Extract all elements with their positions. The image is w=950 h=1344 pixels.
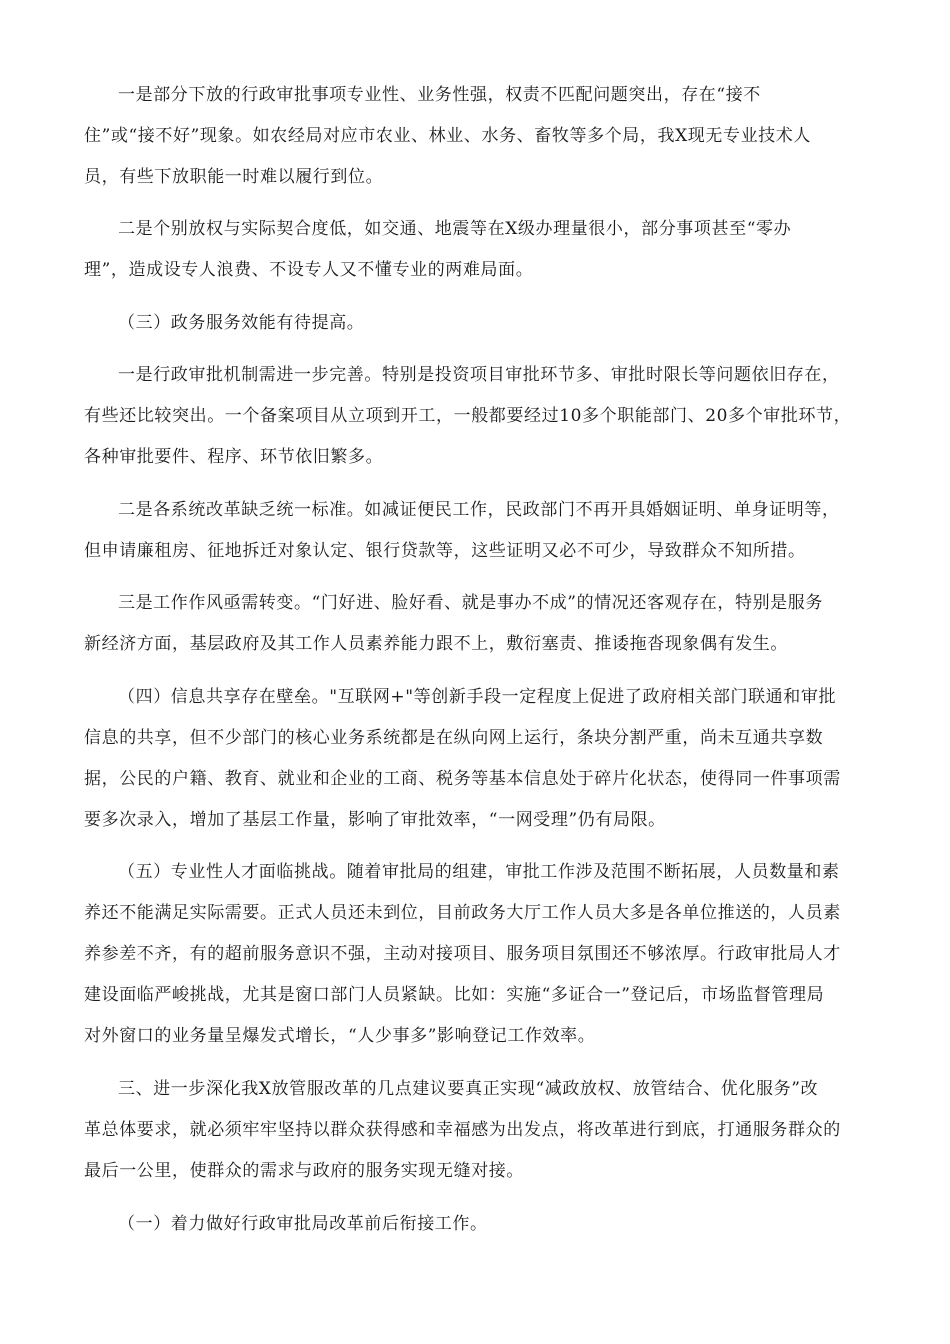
text-line: 住”或“接不好”现象。如农经局对应市农业、林业、水务、畜牧等多个局，我X现无专业技术人	[84, 126, 811, 146]
text-line: 有些还比较突出。一个备案项目从立项到开工，一般都要经过10多个职能部门、20多个审批环节，	[84, 406, 852, 426]
text-line: 革总体要求，就必须牢牢坚持以群众获得感和幸福感为出发点，将改革进行到底，打通服务群众的	[84, 1120, 841, 1140]
section-heading: 三、进一步深化我X放管服改革的几点建议要真正实现“减政放权、放管结合、优化服务”改	[118, 1079, 819, 1099]
text-line: 二是个别放权与实际契合度低，如交通、地震等在X级办理量很小，部分事项甚至“零办	[118, 219, 792, 239]
text-line: 信息的共享，但不少部门的核心业务系统都是在纵向网上运行，条块分割严重，尚未互通共享数	[84, 728, 824, 748]
text-line: 员，有些下放职能一时难以履行到位。	[84, 167, 384, 187]
text-line: 二是各系统改革缺乏统一标准。如减证便民工作，民政部门不再开具婚姻证明、单身证明等，	[118, 500, 840, 520]
section-heading: （四）信息共享存在壁垒。"互联网+"等创新手段一定程度上促进了政府相关部门联通和审批	[118, 687, 837, 707]
text-line: 各种审批要件、程序、环节依旧繁多。	[84, 447, 384, 467]
text-line: 但申请廉租房、征地拆迁对象认定、银行贷款等，这些证明又必不可少，导致群众不知所措。	[84, 541, 806, 561]
section-heading: （三）政务服务效能有待提高。	[118, 313, 365, 333]
text-line: 要多次录入，增加了基层工作量，影响了审批效率，“一网受理”仍有局限。	[84, 810, 666, 830]
text-line: 养参差不齐，有的超前服务意识不强，主动对接项目、服务项目氛围还不够浓厚。行政审批局人才	[84, 944, 841, 964]
text-line: 对外窗口的业务量呈爆发式增长，“人少事多”影响登记工作效率。	[84, 1026, 596, 1046]
text-line: 建设面临严峻挑战，尤其是窗口部门人员紧缺。比如：实施“多证合一”登记后，市场监督管理局	[84, 985, 825, 1005]
text-line: 新经济方面，基层政府及其工作人员素养能力跟不上，敷衍塞责、推诿拖沓现象偶有发生。	[84, 634, 788, 654]
text-line: 理”，造成设专人浪费、不设专人又不懂专业的两难局面。	[84, 260, 534, 280]
text-line: 最后一公里，使群众的需求与政府的服务实现无缝对接。	[84, 1161, 524, 1181]
text-line: 三是工作作风亟需转变。“门好进、脸好看、就是事办不成”的情况还客观存在，特别是服务	[118, 593, 823, 613]
text-line: 一是行政审批机制需进一步完善。特别是投资项目审批环节多、审批时限长等问题依旧存在，	[118, 365, 840, 385]
text-line: 一是部分下放的行政审批事项专业性、业务性强，权责不匹配问题突出，存在“接不	[118, 85, 761, 105]
text-line: 养还不能满足实际需要。正式人员还未到位，目前政务大厅工作人员大多是各单位推送的，人员素	[84, 903, 841, 923]
text-line: 据，公民的户籍、教育、就业和企业的工商、税务等基本信息处于碎片化状态，使得同一件事项需	[84, 769, 841, 789]
section-heading: （一）着力做好行政审批局改革前后衔接工作。	[118, 1214, 488, 1234]
section-heading: （五）专业性人才面临挑战。随着审批局的组建，审批工作涉及范围不断拓展，人员数量和素	[118, 862, 840, 882]
